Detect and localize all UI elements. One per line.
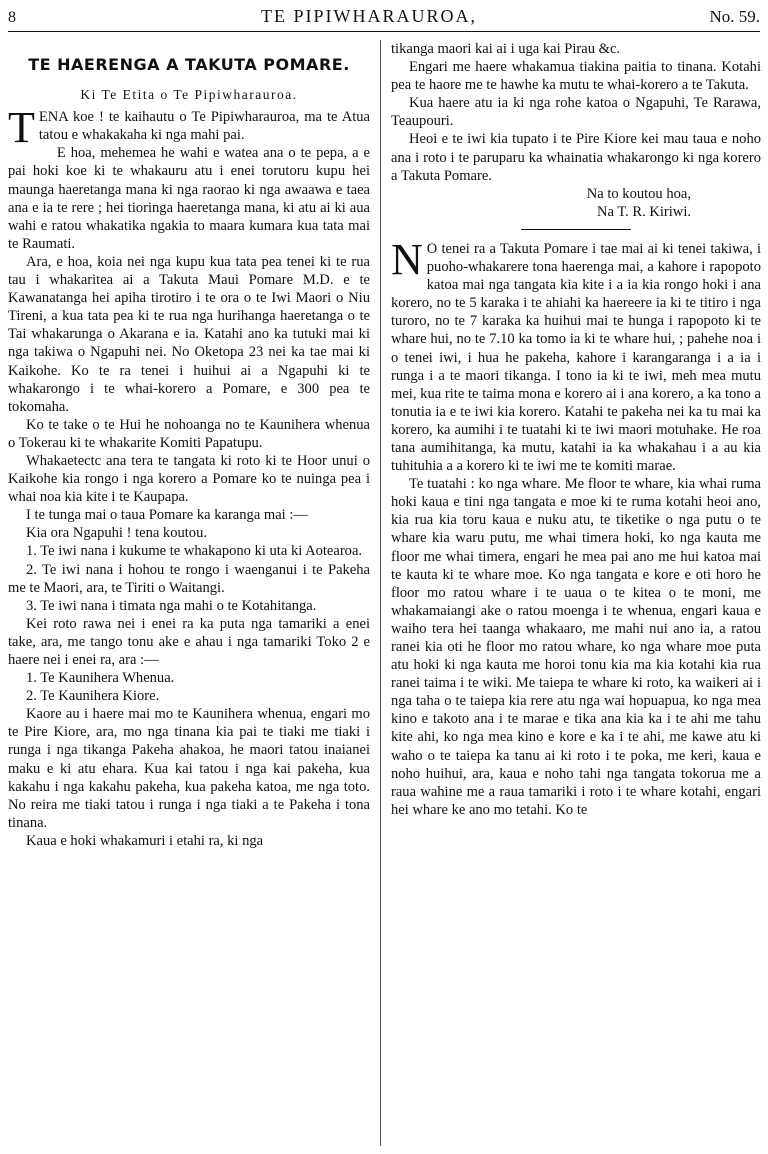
article-paragraph: Engari me haere whakamua tiakina paitia to tinana. Kotahi pea te haore me te hawhe ka mutu te whai-korero a te Takuta.	[391, 59, 761, 94]
drop-cap: N	[391, 234, 423, 284]
paragraph-text: O tenei ra a Takuta Pomare i tae mai ai ki tenei takiwa, i puoho-whakarere tona haerenga mai, a kahore i rapopoto katoa mai nga tangata kia kite i a ia kia rongo hoki i ana korero, no te 5 karaka i te ahiahi ka haereere ia ki te titiro i nga turoro, no te 7 karaka ka huihui mai te hunga i rapopoto ki te whare hui, no te 7.10 ka tomo ia ki te whare hui, ; pahehe noa i o tenei iwi, i hua he pakeha, kahore i karangaranga i a ia i runga i a te maori tikanga. I tono ia ki te iwi, meh mea mutu mei, kua rite te taima mona e korero ai i ana korero, a ka tono a tonutia ia e te iwi kia korero. Katahi te pakeha nei ka tu mai ka korero, ka aumihi i te tuatahi ki te iwi maori motuhake. He roa tana aumihitanga, ka mutu, katahi ia ka whakahau i a au kia tuhituhia a a korero ki te iwi me te komiti marae.	[391, 240, 761, 475]
article-paragraph	[391, 234, 761, 475]
page-number: 8	[8, 9, 16, 26]
article-paragraph: Kia ora Ngapuhi ! tena koutou.	[26, 525, 207, 542]
article-paragraph: tikanga maori kai ai i uga kai Pirau &c.	[391, 41, 621, 57]
article-paragraph: Kei roto rawa nei i enei ra ka puta nga tamariki a enei take, ara, me tango tonu ake e ahau i nga tamariki Toko 2 e haere nei i enei ra, ara :—	[8, 615, 370, 668]
article-paragraph: Kaore au i haere mai mo te Kaunihera whenua, engari mo te Pire Kiore, ara, mo nga tinana kia pai te tiaki me tiaki i runga i nga tikanga Pakeha ahakoa, he maori tatou inaianei maku e ki atu ehara. Kua kai tatou i nga kai pakeha, kua kakahu i nga kakahu pakeha, kua pakeha katoa, me nga toto. No reira me tiaki tatou i runga i nga tiaki a te Pakeha i tona tinana.	[8, 706, 370, 831]
article-paragraph	[8, 103, 370, 153]
issue-number: No. 59.	[709, 7, 760, 26]
numbered-list	[8, 669, 370, 705]
article-paragraph: Ko te take o te Hui he nohoanga no te Kaunihera whenua o Tokerau ki te whakarite Komiti Papatupu.	[8, 416, 370, 451]
list-item: 1. Te iwi nana i kukume te whakapono ki uta ki Aotearoa.	[26, 543, 363, 560]
article-paragraph: Heoi e te iwi kia tupato i te Pire Kiore kei mau taua e noho ana i roto i te paruparu ka whainatia whakarongo ki nga korero a Takuta Pomare.	[391, 131, 761, 184]
drop-cap: T	[8, 103, 35, 153]
paragraph-text: ENA koe ! te kaihautu o Te Pipiwharauroa, ma te Atua tatou e whakakaha ki nga mahi pai.	[38, 109, 370, 144]
article-title: TE HAERENGA A TAKUTA POMARE.	[28, 55, 350, 74]
list-item: 3. Te iwi nana i timata nga mahi o te Kotahitanga.	[26, 597, 317, 614]
list-item: 2. Te Kaunihera Kiore.	[26, 688, 160, 705]
article-subheading: Ki Te Etita o Te Pipiwharauroa.	[80, 87, 298, 103]
right-column	[391, 40, 761, 1150]
article-paragraph: Kua haere atu ia ki nga rohe katoa o Ngapuhi, Te Rarawa, Teaupouri.	[391, 95, 761, 130]
list-item: 1. Te Kaunihera Whenua.	[26, 670, 175, 687]
article-paragraph: Kaua e hoki whakamuri i etahi ra, ki nga	[26, 832, 264, 849]
numbered-list	[8, 542, 370, 614]
page-header	[8, 2, 760, 32]
masthead-title: TE PIPIWHARAUROA,	[261, 6, 477, 26]
author-signature: Na T. R. Kiriwi.	[596, 203, 691, 220]
section-rule	[521, 229, 631, 230]
article-paragraph: Te tuatahi : ko nga whare. Me floor te whare, kia whai ruma hoki kaua e tini nga tangata e moe ki te ruma kotahi heoi ano, kia rua kia toru kaua e nuku atu, te tiketike o nga putu o te whare kia waru putu, me whai timera hoki, ko nga kauta me floor me whai timera, engari he mea pai ano me hui katoa mai te kauta ki te whare moe. Ko nga tangata e kore e oti horo he floor mo ratou whare i te uaua o te kitea o te moni, me whakamaiangi ake o ratou moenga i te whenua, engari kaua e waiho tera hei taanga whakaaro, me mahi nui ano ia, a ratou ranei kia oti he floor mo ratou whare, ko nga whare moe puta atu hoki ki nga kauta me horoi tonu kia ma kia kotahi kia rua ranei taima i te wiki. Me taiepa te whare ki roto, ka waikeri ai i nga taha o te taiepa kia rere atu nga wai hopuapua, ko nga mea kino e takoto ana i te marae e tika ana kia ka i te ahi me tahu kite ahi, ko nga mea kino e kore e ka i te ahi, me kawe atu ki waho o te taiepa ka tanu ai ki roto i te poka, me keri, kaua e noho huihui, ara, kaua e noho tahi nga tangata tokorua me a raua wahine me a raua tamariki i roto i te whare kotahi, engari hei whare ke ano mo tetahi. Ko te	[391, 476, 761, 818]
left-column	[8, 40, 370, 1150]
article-paragraph: Whakaetectc ana tera te tangata ki roto ki te Hoor unui o Kaikohe kia rongo i nga korero a Pomare ko te nuinga pea i whai noa kia kite i te Kaupapa.	[8, 452, 370, 506]
signoff-line: Na to koutou hoa,	[586, 185, 691, 202]
article-paragraph: E hoa, mehemea he wahi e watea ana o te pepa, a e pai hoki koe ki te whakauru atu i enei torutoru kupu hei maunga haeretanga mana ki nga raorao ki nga awaawa e taea ana e ia te rere ; hei tioringa haeretanga mana, ki atu ai ki aua wahi e ratou whakatika ngakia to maara kumara kua tata mai te Raumati.	[8, 145, 370, 252]
article-paragraph: I te tunga mai o taua Pomare ka karanga mai :—	[26, 507, 308, 524]
list-item: 2. Te iwi nana i hohou te rongo i waenganui i te Pakeha me te Maori, ara, te Tiriti o Waitangi.	[8, 561, 370, 596]
article-paragraph: Ara, e hoa, koia nei nga kupu kua tata pea tenei ki te rua tau i whakaritea ai a Takuta Maui Pomare M.D. e te Kawanatanga hei apiha tirotiro i te ora o te Iwi Maori o Niu Tireni, a kua tata pea ki te rua nga hurihanga haeretanga o te Tai whakarunga o Akarana e ia. Katahi ano ka tutuki mai ki nga takiwa o Ngapuhi nei. No Oketopa 23 nei ka tae mai ki Kaikohe. Ko te ra tenei i huihui ai a Ngapuhi ki te whakarongo i te whai-korero a Pomare, e 300 pea te tokomaha.	[8, 253, 370, 415]
column-divider	[380, 40, 381, 1146]
